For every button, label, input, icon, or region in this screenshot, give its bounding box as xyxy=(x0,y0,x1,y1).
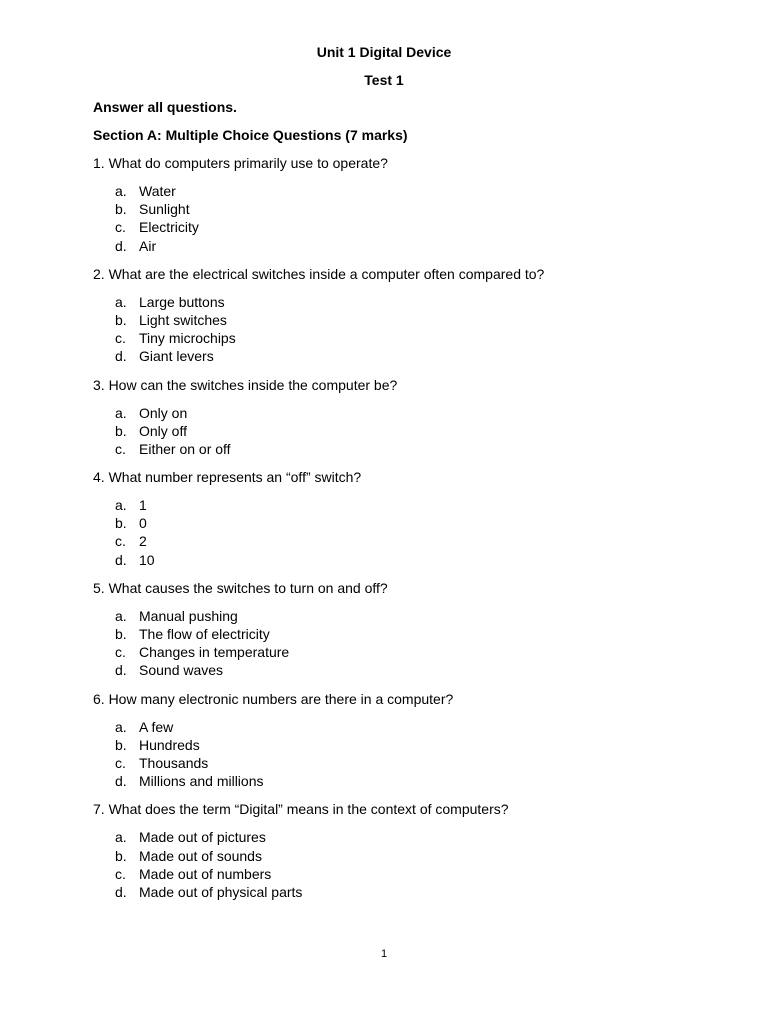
page-number: 1 xyxy=(380,948,388,960)
option-text: Changes in temperature xyxy=(139,644,290,661)
option-letter: c. xyxy=(115,533,126,550)
option-list xyxy=(93,607,693,680)
answer-option xyxy=(93,311,693,329)
answer-option xyxy=(93,551,693,569)
question-text: 6. How many electronic numbers are there in a computer? xyxy=(93,690,454,707)
option-text: Made out of numbers xyxy=(139,865,272,882)
answer-option xyxy=(93,865,693,883)
answer-option xyxy=(93,847,693,865)
option-text: 2 xyxy=(139,533,147,550)
answer-option xyxy=(93,754,693,772)
question-2 xyxy=(93,265,693,366)
answer-option xyxy=(93,496,693,514)
option-letter: c. xyxy=(115,865,126,882)
option-text: Air xyxy=(139,237,157,254)
question-text: 2. What are the electrical switches inside a computer often compared to? xyxy=(93,265,545,282)
option-letter: d. xyxy=(115,883,127,900)
answer-option xyxy=(93,625,693,643)
option-letter: c. xyxy=(115,219,126,236)
option-letter: a. xyxy=(115,404,127,421)
section-heading: Section A: Multiple Choice Questions (7 marks) xyxy=(93,127,408,143)
option-letter: d. xyxy=(115,551,127,568)
question-text: 7. What does the term “Digital” means in the context of computers? xyxy=(93,801,509,818)
question-4 xyxy=(93,468,693,569)
option-letter: c. xyxy=(115,440,126,457)
option-letter: a. xyxy=(115,829,127,846)
option-letter: d. xyxy=(115,662,127,679)
option-letter: a. xyxy=(115,183,127,199)
answer-option xyxy=(93,532,693,550)
answer-option xyxy=(93,661,693,679)
option-text: Electricity xyxy=(139,219,199,236)
option-letter: a. xyxy=(115,497,127,514)
question-5 xyxy=(93,579,693,680)
option-text: Only on xyxy=(139,404,188,421)
option-list xyxy=(93,496,693,569)
answer-option xyxy=(93,347,693,365)
question-7 xyxy=(93,800,693,901)
answer-option xyxy=(93,643,693,661)
question-text: 1. What do computers primarily use to operate? xyxy=(93,155,388,171)
answer-option xyxy=(93,293,693,311)
question-3 xyxy=(93,376,693,459)
answer-option xyxy=(93,404,693,422)
question-text: 4. What number represents an “off” switch? xyxy=(93,469,362,486)
option-letter: b. xyxy=(115,626,127,642)
option-list xyxy=(93,404,693,459)
instructions: Answer all questions. xyxy=(93,99,237,115)
answer-option xyxy=(93,200,693,218)
option-letter: b. xyxy=(115,847,127,864)
option-letter: c. xyxy=(115,644,126,661)
answer-option xyxy=(93,237,693,255)
option-letter: b. xyxy=(115,311,127,328)
answer-option xyxy=(93,736,693,754)
answer-option xyxy=(93,828,693,846)
option-letter: b. xyxy=(115,201,127,218)
option-letter: d. xyxy=(115,237,127,254)
option-list xyxy=(93,182,693,255)
option-letter: a. xyxy=(115,718,127,735)
question-text: 5. What causes the switches to turn on and off? xyxy=(93,579,388,596)
answer-option xyxy=(93,440,693,458)
option-text: Only off xyxy=(139,422,187,439)
question-text: 3. How can the switches inside the computer be? xyxy=(93,376,398,393)
option-list xyxy=(93,828,693,901)
option-letter: c. xyxy=(115,754,126,771)
option-letter: b. xyxy=(115,515,127,532)
option-text: 0 xyxy=(139,515,147,532)
option-letter: d. xyxy=(115,773,127,790)
answer-option xyxy=(93,883,693,901)
answer-option xyxy=(93,218,693,236)
option-text: Made out of physical parts xyxy=(139,883,303,900)
answer-option xyxy=(93,718,693,736)
option-text: Light switches xyxy=(139,311,227,328)
option-text: Manual pushing xyxy=(139,607,238,624)
option-text: Millions and millions xyxy=(139,773,264,790)
option-letter: a. xyxy=(115,607,127,624)
option-text: The flow of electricity xyxy=(139,626,270,642)
answer-option xyxy=(93,772,693,790)
option-text: Sunlight xyxy=(139,201,190,218)
option-text: 10 xyxy=(139,551,155,568)
question-list xyxy=(93,154,693,901)
option-text: Hundreds xyxy=(139,736,200,753)
answer-option xyxy=(93,422,693,440)
option-letter: a. xyxy=(115,293,127,310)
test-subtitle: Test 1 xyxy=(364,72,404,88)
option-text: Sound waves xyxy=(139,662,224,679)
option-text: Made out of pictures xyxy=(139,829,266,846)
option-text: A few xyxy=(139,718,174,735)
option-list xyxy=(93,718,693,791)
answer-option xyxy=(93,329,693,347)
answer-option xyxy=(93,607,693,625)
question-6 xyxy=(93,690,693,791)
option-list xyxy=(93,293,693,366)
option-text: Made out of sounds xyxy=(139,847,262,864)
option-letter: c. xyxy=(115,330,126,347)
option-letter: d. xyxy=(115,348,127,365)
option-text: 1 xyxy=(139,497,147,514)
answer-option xyxy=(93,182,693,200)
option-letter: b. xyxy=(115,422,127,439)
answer-option xyxy=(93,514,693,532)
document-title: Unit 1 Digital Device xyxy=(316,44,452,60)
option-text: Water xyxy=(139,183,176,199)
option-letter: b. xyxy=(115,736,127,753)
option-text: Tiny microchips xyxy=(139,330,236,347)
question-1 xyxy=(93,154,693,255)
option-text: Giant levers xyxy=(139,348,214,365)
option-text: Thousands xyxy=(139,754,209,771)
option-text: Large buttons xyxy=(139,293,225,310)
option-text: Either on or off xyxy=(139,440,231,457)
